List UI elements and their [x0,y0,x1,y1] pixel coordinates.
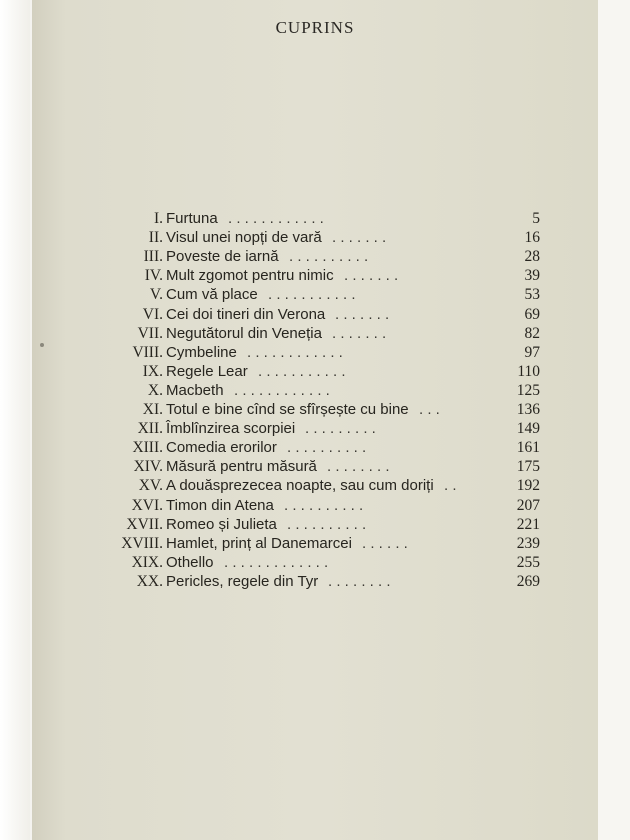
entry-title: Comedia erorilor [166,439,277,457]
entry-title: Cymbeline [166,343,237,361]
entry-number: XVII. [126,515,163,533]
entry-page-number: 136 [516,401,540,418]
entry-page-number: 149 [516,420,540,438]
dot-leader: . . [444,477,457,495]
toc-entry [0,476,630,495]
dot-leader: . . . . . . . . . . [289,248,369,266]
entry-number: XV. [138,477,163,495]
entry-page-number: 110 [517,362,540,380]
dot-leader: . . . . . . . . [327,458,390,476]
dot-leader: . . . . . . [362,534,408,552]
toc-entry [0,553,630,572]
dot-leader: . . . . . . . . . [305,420,376,438]
entry-page-number: 192 [516,477,540,495]
toc-entry [0,285,630,304]
entry-number: XIX. [131,553,163,571]
dot-leader: . . . . . . . [344,267,399,285]
entry-page-number: 175 [516,458,540,476]
entry-number: II. [148,229,163,247]
entry-number: I. [153,210,163,227]
toc-entry [0,324,630,343]
toc-entry [0,209,630,228]
toc-entry [0,457,630,476]
entry-title: Furtuna [166,210,218,227]
toc-entry [0,343,630,362]
entry-number: V. [149,286,163,304]
dot-leader: . . . . . . . . . . . . [247,343,343,361]
entry-number: XIII. [132,439,163,457]
entry-title: Timon din Atena [166,496,274,514]
entry-title: Macbeth [166,381,224,399]
toc-entry [0,534,630,553]
dot-leader: . . . . . . . [332,229,387,247]
entry-title: Hamlet, prinț al Danemarcei [166,534,352,552]
entry-title: Pericles, regele din Tyr [166,572,319,590]
page-title: CUPRINS [275,18,355,37]
entry-number: IX. [142,362,163,380]
entry-number: XIV. [133,458,163,476]
entry-page-number: 69 [524,305,540,323]
entry-page-number: 239 [516,534,540,552]
dot-leader: . . . . . . . . . . [287,515,367,533]
entry-title: Othello [166,553,214,571]
entry-page-number: 221 [516,515,540,533]
entry-page-number: 255 [516,553,540,571]
dot-leader: . . . . . . . . . . . . . [224,553,329,571]
entry-title: Cum vă place [166,286,258,304]
entry-page-number: 28 [524,248,540,266]
entry-number: VII. [137,324,163,342]
dot-leader: . . . . . . . . . . . [268,286,356,304]
entry-page-number: 82 [524,324,540,342]
entry-page-number: 161 [516,439,540,457]
entry-page-number: 125 [516,381,540,399]
dot-leader: . . . . . . . . . . . . [234,381,330,399]
dot-leader: . . . . . . . . . . [284,496,364,514]
entry-page-number: 207 [516,496,540,514]
entry-title: Mult zgomot pentru nimic [166,267,334,285]
toc-entry [0,438,630,457]
entry-title: Romeo și Julieta [166,515,277,533]
toc-entry [0,496,630,515]
toc-entry [0,305,630,324]
entry-title: Visul unei nopți de vară [166,229,322,247]
dot-leader: . . . . . . . . . . . . [228,210,324,227]
entry-page-number: 97 [524,343,540,361]
entry-number: VIII. [132,343,163,361]
entry-title: Îmblînzirea scorpiei [166,420,296,438]
entry-number: XII. [137,420,163,438]
toc-entry [0,419,630,438]
toc-entry [0,515,630,534]
dot-leader: . . . [419,401,440,418]
entry-title: Poveste de iarnă [166,248,279,266]
toc-entry [0,247,630,266]
toc-entry [0,266,630,285]
entry-number: XX. [136,572,163,590]
entry-number: IV. [144,267,163,285]
dot-leader: . . . . . . . . . . [287,439,367,457]
entry-number: XVI. [131,496,163,514]
toc-entry [0,228,630,247]
toc-entry [0,400,630,419]
toc-entry [0,381,630,400]
dot-leader: . . . . . . . . [328,572,391,590]
entry-page-number: 16 [524,229,540,247]
entry-number: XI. [142,401,163,418]
entry-page-number: 5 [532,210,540,227]
dot-leader: . . . . . . . [335,305,390,323]
entry-title: Negutătorul din Veneția [166,324,322,342]
entry-title: Totul e bine cînd se sfîrșește cu bine [166,401,409,418]
dot-leader: . . . . . . . . . . . [258,362,346,380]
entry-title: A douăsprezecea noapte, sau cum doriți [166,477,434,495]
entry-title: Cei doi tineri din Verona [166,305,326,323]
entry-number: III. [143,248,163,266]
entry-title: Măsură pentru măsură [166,458,317,476]
dot-leader: . . . . . . . [332,324,387,342]
entry-title: Regele Lear [166,362,248,380]
entry-number: XVIII. [121,534,163,552]
toc-entry [0,362,630,381]
entry-page-number: 53 [524,286,540,304]
toc-entry [0,572,630,591]
entry-number: X. [147,381,163,399]
entry-page-number: 39 [524,267,540,285]
entry-number: VI. [142,305,163,323]
entry-page-number: 269 [516,572,540,590]
